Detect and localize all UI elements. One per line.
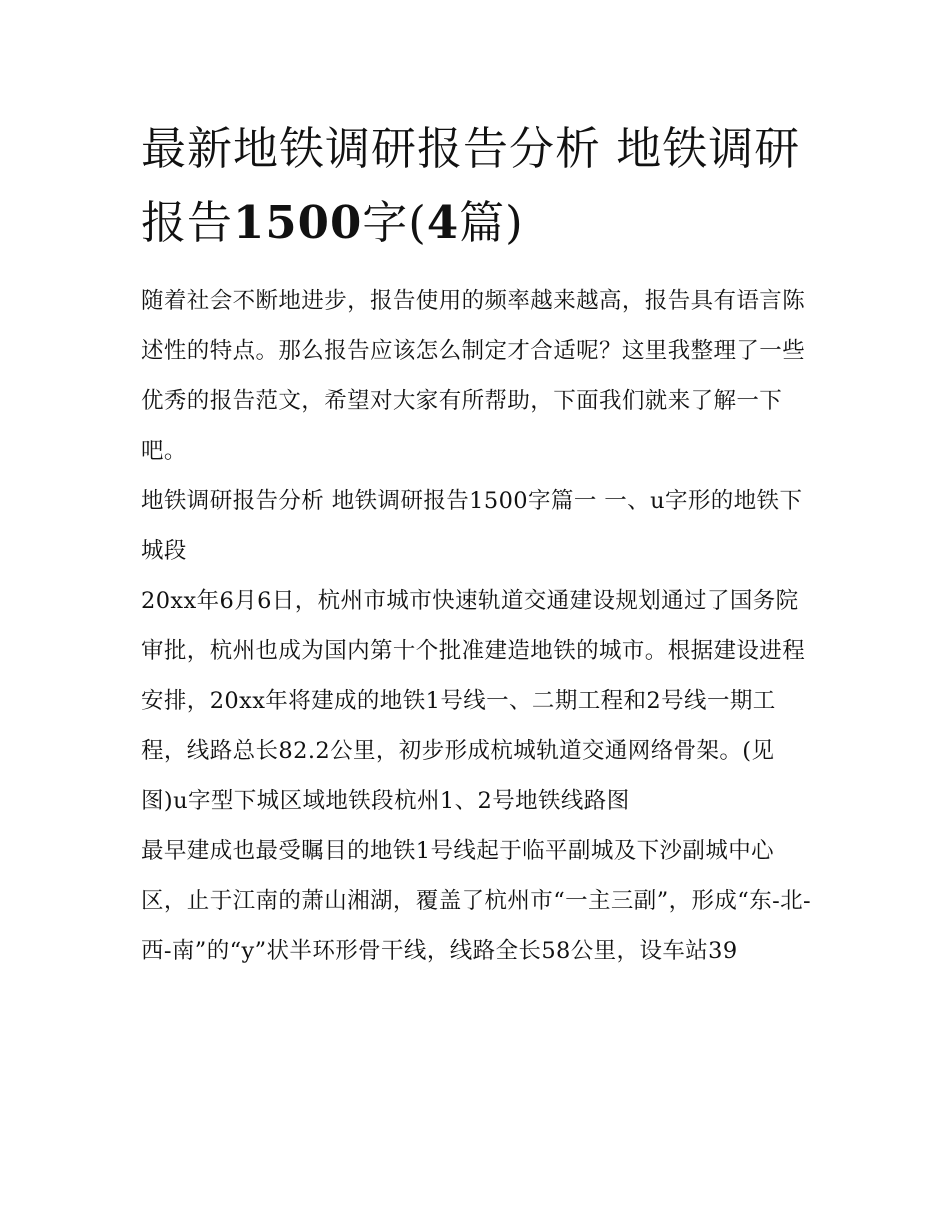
title-text-2: 字( (362, 196, 427, 249)
paragraph-intro: 随着社会不断地进步，报告使用的频率越来越高，报告具有语言陈述性的特点。那么报告应该怎么制定才合适呢？这里我整理了一些优秀的报告范文，希望对大家有所帮助，下面我们就来了解一下吧。 (141, 288, 806, 464)
paragraph-line1-cont: 西-南”的“y”状半环形骨干线，线路全长58公里，设车站39 (141, 938, 738, 964)
document-body (141, 276, 816, 976)
paragraph-approval: 20xx年6月6日，杭州市城市快速轨道交通建设规划通过了国务院审批，杭州也成为国内第十个批准建造地铁的城市。根据建设进程安排，20xx年将建成的地铁1号线一、二期工程和2号线一期工程，线路总长82.2公里，初步形成杭城轨道交通网络骨架。(见图)u字型下城区域地铁段杭州1、2号地铁线路图 (141, 588, 806, 814)
title-number-2: 4 (426, 196, 460, 249)
paragraph-section-heading: 地铁调研报告分析 地铁调研报告1500字篇一 一、u字形的地铁下城段 (141, 488, 803, 564)
title-number-1: 1500 (233, 196, 363, 249)
document-title (141, 112, 821, 260)
title-text-1: 最新地铁调研报告分析 地铁调研报告 (141, 122, 801, 249)
paragraph-line1: 最早建成也最受瞩目的地铁1号线起于临平副城及下沙副城中心区，止于江南的萧山湘湖，覆盖了杭州市“一主三副”，形成“东-北- (141, 838, 812, 914)
title-text-3: 篇) (459, 196, 524, 249)
document-page (141, 112, 816, 976)
